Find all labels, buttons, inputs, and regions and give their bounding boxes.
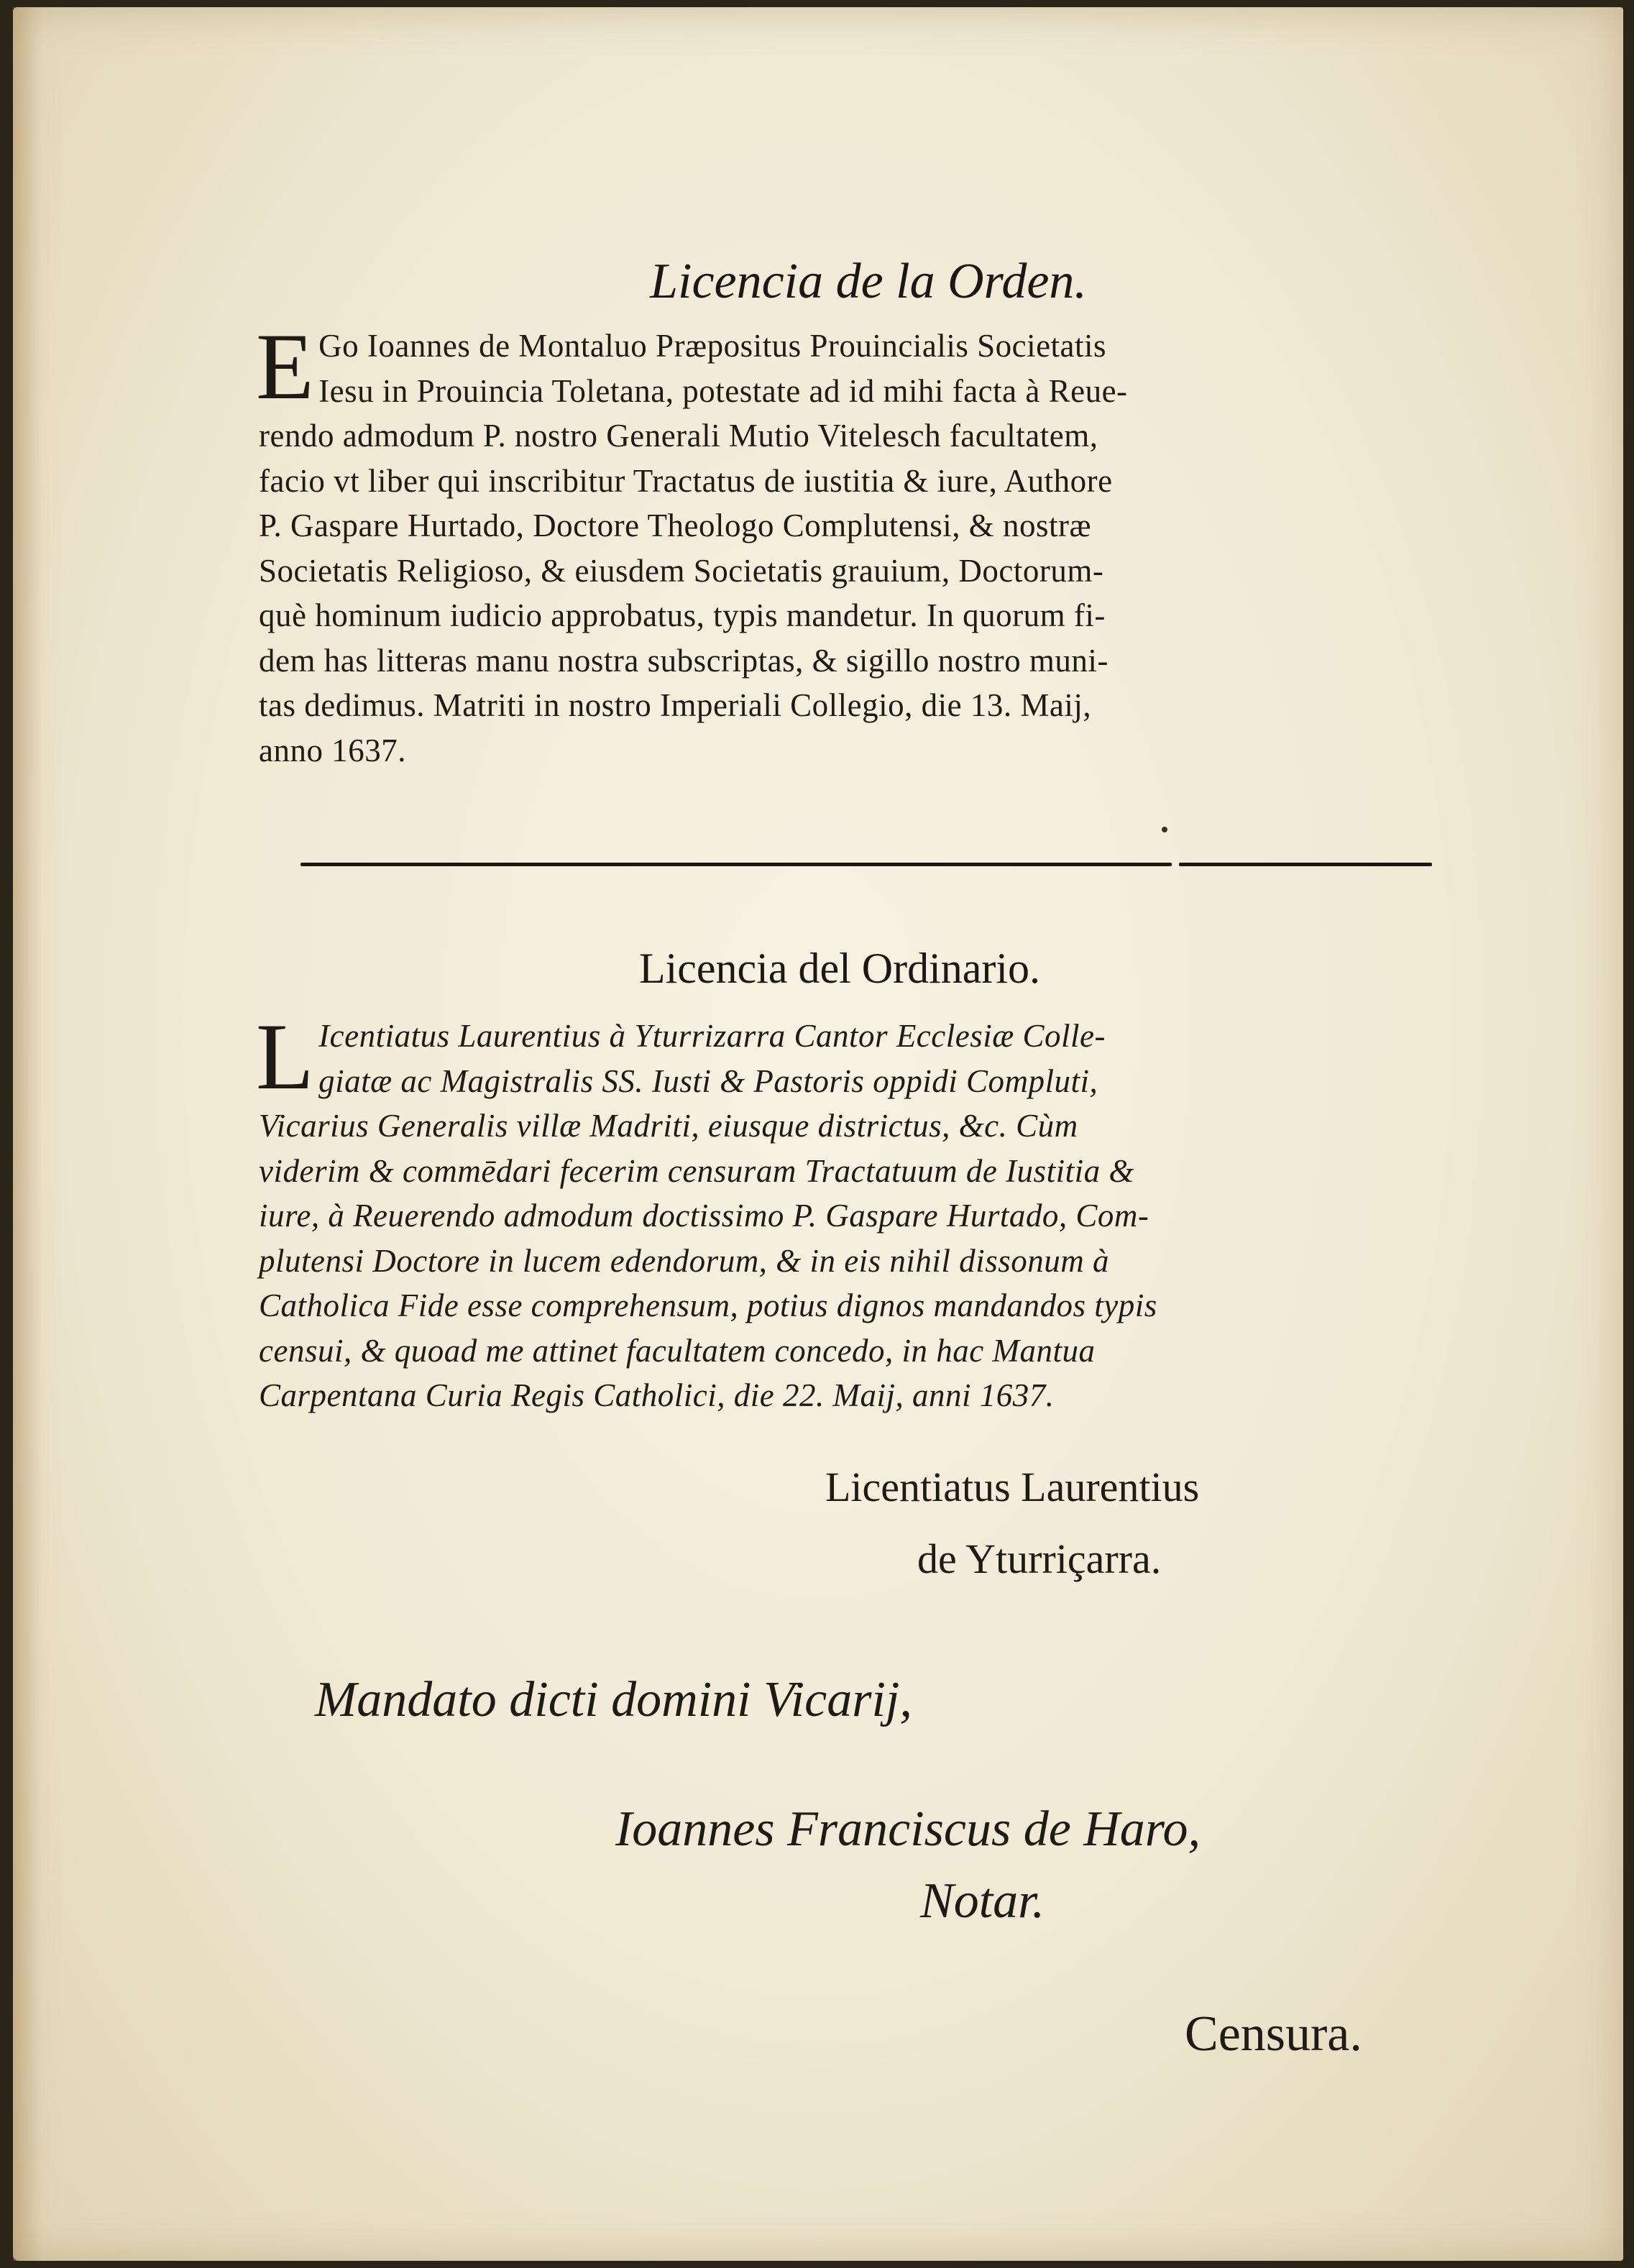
- dropcap-e: E: [256, 313, 315, 419]
- notary-name: Ioannes Franciscus de Haro,: [615, 1801, 1201, 1857]
- license-order-line: què hominum iudicio approbatus, typis mandetur. In quorum fi-: [259, 597, 1106, 633]
- catchword: Censura.: [1185, 2006, 1362, 2062]
- license-order-line: rendo admodum P. nostro Generali Mutio Vitelesch facultatem,: [259, 418, 1098, 454]
- notary-title: Notar.: [920, 1873, 1045, 1929]
- license-order-line: tas dedimus. Matriti in nostro Imperiali Collegio, die 13. Maij,: [259, 687, 1092, 723]
- license-order-line: Go Ioannes de Montaluo Præpositus Prouincialis Societatis: [318, 328, 1107, 364]
- license-ordinary-line: censui, & quoad me attinet facultatem concedo, in hac Mantua: [259, 1332, 1096, 1369]
- section-divider-left: [300, 863, 1172, 866]
- signature-name-line1: Licentiatus Laurentius: [825, 1464, 1200, 1510]
- license-ordinary-line: viderim & commēdari fecerim censuram Tractatuum de Iustitia &: [259, 1152, 1134, 1189]
- license-order-paragraph: [256, 313, 1445, 773]
- license-order-line: facio vt liber qui inscribitur Tractatus de iustitia & iure, Authore: [259, 462, 1113, 499]
- license-ordinary-line: giatæ ac Magistralis SS. Iusti & Pastoris oppidi Compluti,: [318, 1062, 1098, 1099]
- license-order-line: dem has litteras manu nostra subscriptas, & sigillo nostro muni-: [259, 642, 1109, 679]
- license-ordinary-heading: Licencia del Ordinario.: [638, 945, 1041, 992]
- license-ordinary-line: plutensi Doctore in lucem edendorum, & in eis nihil dissonum à: [259, 1242, 1109, 1279]
- license-ordinary-line: Catholica Fide esse comprehensum, potius dignos mandandos typis: [259, 1287, 1157, 1323]
- rule-ornament-dot: [1162, 827, 1167, 832]
- license-order-line: P. Gaspare Hurtado, Doctore Theologo Complutensi, & nostræ: [259, 508, 1092, 543]
- license-ordinary-line: iure, à Reuerendo admodum doctissimo P. Gaspare Hurtado, Com-: [259, 1198, 1149, 1234]
- license-order-line: Societatis Religioso, & eiusdem Societatis grauium, Doctorum-: [259, 552, 1104, 589]
- license-order-heading: Licencia de la Orden.: [650, 254, 1087, 309]
- mandate-line: Mandato dicti domini Vicarij,: [315, 1672, 912, 1727]
- signature-name-line2: de Yturriçarra.: [917, 1535, 1162, 1582]
- book-page: [13, 7, 1623, 2261]
- license-ordinary-line: Icentiatus Laurentius à Yturrizarra Cantor Ecclesiæ Colle-: [318, 1018, 1106, 1054]
- license-ordinary-line: Vicarius Generalis villæ Madriti, eiusque districtus, &c. Cùm: [259, 1108, 1078, 1144]
- section-divider-right: [1179, 863, 1432, 866]
- license-order-line: Iesu in Prouincia Toletana, potestate ad id mihi facta à Reue-: [318, 372, 1128, 409]
- license-ordinary-paragraph: [256, 1004, 1445, 1418]
- dropcap-l: L: [256, 1004, 315, 1109]
- license-order-line: anno 1637.: [259, 732, 406, 768]
- license-ordinary-line: Carpentana Curia Regis Catholici, die 22. Maij, anni 1637.: [259, 1377, 1055, 1413]
